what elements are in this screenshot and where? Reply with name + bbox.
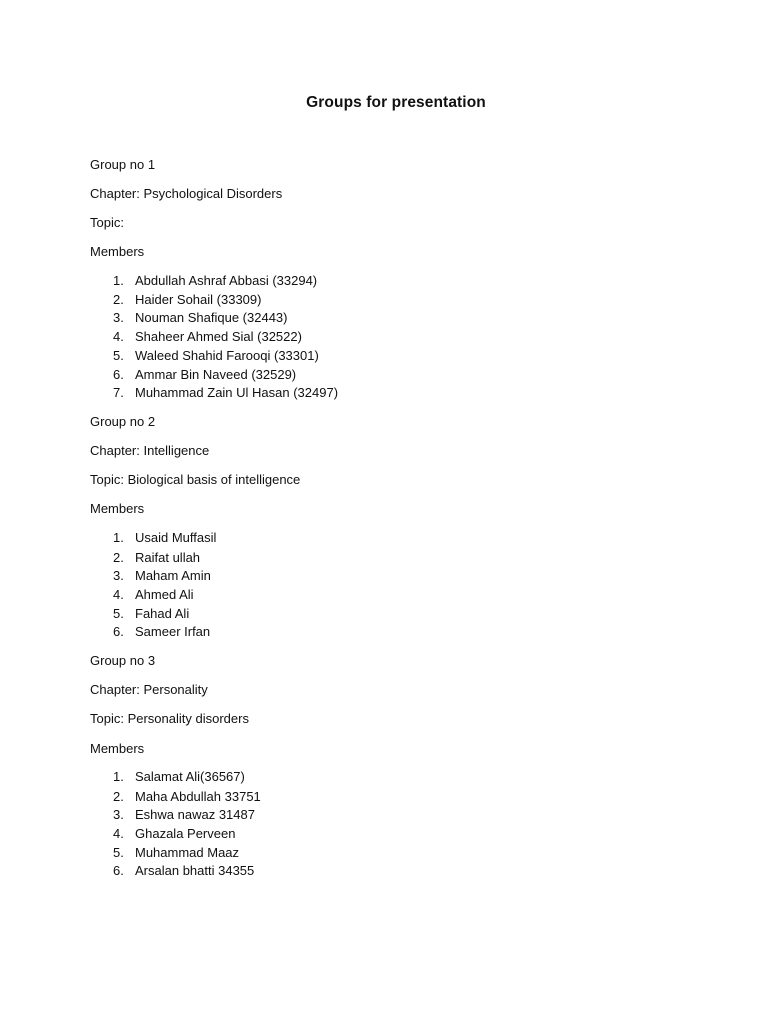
group-1-chapter: Chapter: Psychological Disorders xyxy=(90,186,283,201)
member-name: Waleed Shahid Farooqi (33301) xyxy=(135,347,319,363)
list-number: 5. xyxy=(113,844,124,860)
group-3-heading: Group no 3 xyxy=(90,653,156,668)
group-1-members-label: Members xyxy=(90,244,145,259)
list-number: 6. xyxy=(113,366,124,382)
list-number: 3. xyxy=(113,310,124,325)
member-name: Shaheer Ahmed Sial (32522) xyxy=(135,329,302,344)
member-name: Salamat Ali(36567) xyxy=(135,769,245,784)
list-number: 3. xyxy=(113,568,124,583)
member-name: Muhammad Maaz xyxy=(135,844,240,860)
list-number: 4. xyxy=(113,329,124,344)
group-2-heading: Group no 2 xyxy=(90,414,156,429)
list-number: 2. xyxy=(113,549,124,565)
list-number: 6. xyxy=(113,624,124,639)
member-name: Maham Amin xyxy=(135,568,211,583)
member-name: Muhammad Zain Ul Hasan (32497) xyxy=(135,385,339,400)
member-name: Fahad Ali xyxy=(135,605,190,621)
list-number: 2. xyxy=(113,788,124,804)
list-number: 5. xyxy=(113,605,124,621)
member-name: Ammar Bin Naveed (32529) xyxy=(135,366,297,382)
member-name: Maha Abdullah 33751 xyxy=(135,788,261,804)
list-number: 4. xyxy=(113,586,124,602)
list-number: 2. xyxy=(113,291,124,307)
member-name: Abdullah Ashraf Abbasi (33294) xyxy=(135,273,318,288)
group-2-members-label: Members xyxy=(90,501,145,516)
member-name: Usaid Muffasil xyxy=(135,530,217,545)
member-name: Haider Sohail (33309) xyxy=(135,291,262,307)
group-2-topic: Topic: Biological basis of intelligence xyxy=(90,472,301,487)
group-1-heading: Group no 1 xyxy=(90,157,156,172)
list-number: 7. xyxy=(113,385,124,400)
member-name: Nouman Shafique (32443) xyxy=(135,310,288,325)
member-name: Sameer Irfan xyxy=(135,624,211,639)
group-3-topic: Topic: Personality disorders xyxy=(90,711,249,726)
list-number: 3. xyxy=(113,807,124,822)
list-number: 1. xyxy=(113,530,124,545)
member-name: Raifat ullah xyxy=(135,549,201,565)
group-3-chapter: Chapter: Personality xyxy=(90,682,208,697)
document-title: Groups for presentation xyxy=(306,94,486,111)
member-name: Ahmed Ali xyxy=(135,586,194,602)
member-name: Eshwa nawaz 31487 xyxy=(135,807,255,822)
member-name: Arsalan bhatti 34355 xyxy=(135,863,255,878)
list-number: 1. xyxy=(113,769,124,784)
list-number: 6. xyxy=(113,863,124,878)
list-number: 1. xyxy=(113,273,124,288)
list-number: 4. xyxy=(113,826,124,841)
group-2-chapter: Chapter: Intelligence xyxy=(90,443,210,458)
list-number: 5. xyxy=(113,347,124,363)
member-name: Ghazala Perveen xyxy=(135,826,236,841)
group-1-topic: Topic: xyxy=(90,215,124,230)
group-3-members-label: Members xyxy=(90,741,145,756)
